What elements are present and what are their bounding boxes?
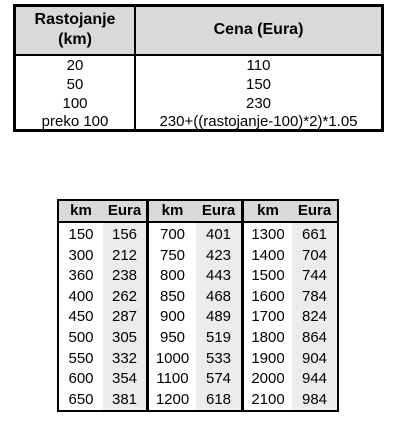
km-cell: 950 (159, 329, 186, 346)
grid-header (59, 201, 146, 223)
km-cell: 1100 (156, 370, 189, 388)
eura-cell: 423 (205, 246, 232, 264)
eura-cell: 238 (111, 267, 138, 285)
km-cell: 500 (68, 329, 94, 346)
eura-cell: 984 (301, 390, 328, 408)
eura-cell: 904 (301, 349, 328, 367)
km-cell: 1500 (251, 267, 285, 285)
eura-cell: 744 (301, 267, 328, 285)
km-cell: 800 (159, 267, 186, 285)
km-cell: 1300 (251, 226, 285, 243)
eura-cell: 305 (111, 329, 138, 346)
eura-cell: 443 (205, 267, 232, 285)
km-cell: 300 (68, 246, 94, 264)
km-cell: 360 (68, 267, 94, 285)
km-cell: 2000 (251, 370, 285, 388)
eura-cell: 468 (205, 287, 232, 305)
price-row (16, 94, 381, 114)
eura-cell: 661 (301, 226, 328, 243)
eura-cell: 401 (205, 226, 232, 243)
price-table (13, 4, 384, 132)
grid-header (149, 201, 241, 223)
header-eura: Eura (297, 202, 332, 219)
km-cell: 850 (159, 287, 186, 305)
price-table-header (16, 7, 381, 56)
distance-cell: 50 (66, 76, 84, 93)
eura-cell: 704 (301, 246, 328, 264)
km-cell: 650 (68, 390, 94, 408)
eura-cell: 784 (301, 287, 328, 305)
km-cell: 700 (159, 226, 186, 243)
price-cell: 150 (245, 76, 272, 93)
eura-cell: 944 (301, 370, 328, 388)
km-cell: 750 (159, 246, 186, 264)
price-row (16, 75, 381, 95)
km-cell: 2100 (251, 390, 285, 408)
eura-cell: 864 (301, 329, 328, 346)
eura-cell: 824 (301, 308, 328, 326)
km-cell: 1600 (251, 287, 285, 305)
header-km: km (257, 202, 279, 219)
price-row (16, 56, 381, 76)
km-cell: 550 (68, 349, 94, 367)
km-cell: 1000 (155, 349, 190, 367)
km-cell: 1700 (251, 308, 285, 326)
grid-header (244, 201, 337, 223)
grid-group-1 (59, 201, 146, 410)
header-price: Cena (Eura) (213, 21, 304, 38)
eura-cell: 354 (111, 370, 138, 388)
header-distance (16, 10, 134, 50)
km-cell: 1400 (251, 246, 285, 264)
km-price-grid (57, 199, 339, 412)
distance-cell: 100 (62, 95, 88, 112)
eura-cell: 574 (205, 370, 232, 388)
price-row (16, 112, 381, 132)
km-cell: 1900 (251, 349, 285, 367)
eura-cell: 489 (205, 308, 232, 326)
km-cell: 450 (68, 308, 94, 326)
eura-cell: 156 (111, 226, 138, 243)
distance-cell: preko 100 (41, 113, 109, 130)
header-eura: Eura (201, 202, 236, 219)
grid-group-2 (149, 201, 241, 410)
grid-group-3 (244, 201, 337, 410)
km-cell: 1800 (251, 329, 285, 346)
price-cell: 110 (246, 57, 271, 74)
eura-cell: 287 (111, 308, 138, 326)
price-cell: 230+((rastojanje-100)*2)*1.05 (159, 113, 358, 130)
eura-cell: 533 (205, 349, 232, 367)
km-cell: 900 (159, 308, 186, 326)
eura-cell: 332 (111, 349, 138, 367)
km-cell: 1200 (155, 390, 190, 408)
km-cell: 400 (68, 287, 94, 305)
header-eura: Eura (107, 202, 142, 219)
price-cell: 230 (245, 95, 272, 112)
eura-cell: 212 (111, 246, 138, 264)
eura-cell: 519 (205, 329, 232, 346)
km-cell: 600 (68, 370, 94, 388)
header-km: km (70, 202, 92, 219)
eura-cell: 262 (111, 287, 138, 305)
header-km: km (161, 202, 184, 219)
eura-cell: 618 (205, 390, 232, 408)
distance-cell: 20 (66, 57, 84, 74)
header-distance-line1: Rastojanje (km) (34, 11, 116, 48)
km-cell: 150 (68, 226, 94, 243)
eura-cell: 381 (111, 390, 138, 408)
